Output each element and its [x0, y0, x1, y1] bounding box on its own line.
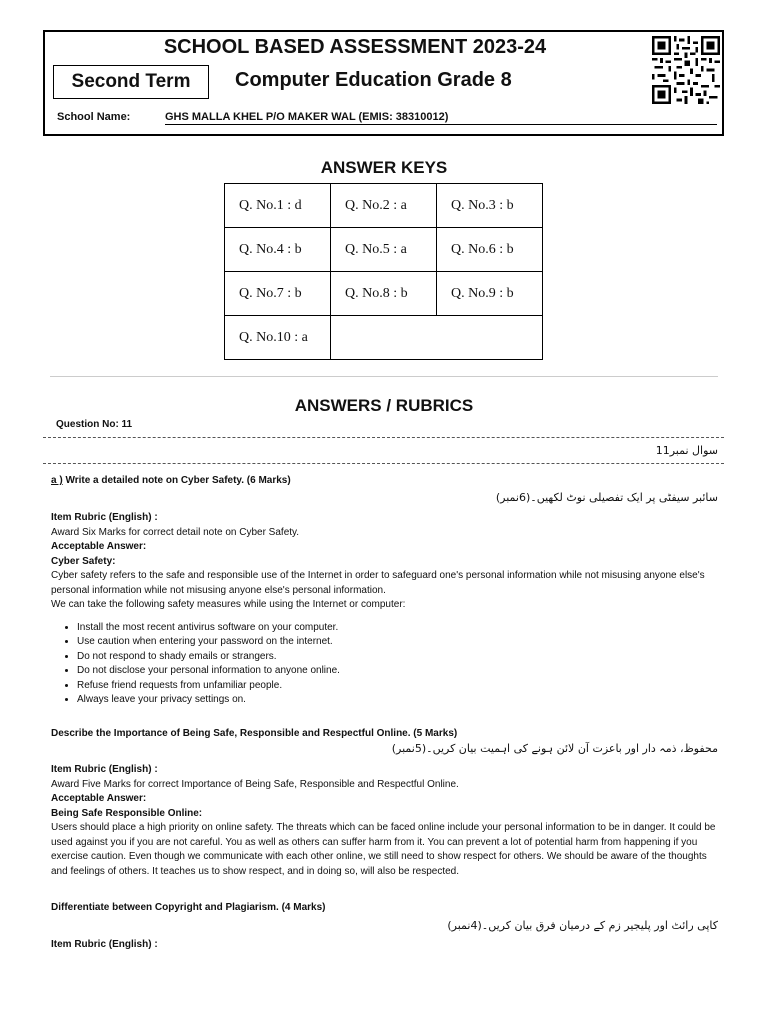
answer-cell: Q. No.8 : b	[331, 272, 437, 316]
answer-cell: Q. No.5 : a	[331, 228, 437, 272]
list-item: • Use caution when entering your password on the internet.	[77, 635, 719, 650]
topic-label: Being Safe Responsible Online:	[51, 807, 203, 819]
part-a-answer	[51, 511, 719, 708]
rubric-label: Item Rubric (English) :	[51, 512, 158, 523]
rubrics-title: ANSWERS / RUBRICS	[294, 396, 474, 415]
question-number: Question No: 11	[56, 419, 133, 430]
acceptable-label: Acceptable Answer:	[51, 541, 147, 552]
part-b-question: Describe the Importance of Being Safe, Responsible and Respectful Online. (5 Marks)	[51, 728, 458, 739]
table-row	[225, 272, 543, 316]
urdu-question-number: سوال نمبر11	[655, 444, 718, 457]
part-a-question	[51, 475, 291, 486]
section-divider	[50, 376, 718, 377]
answer-keys-title: ANSWER KEYS	[320, 158, 448, 177]
list-item: • Refuse friend requests from unfamiliar people.	[77, 679, 719, 694]
answer-cell: Q. No.10 : a	[225, 316, 331, 360]
empty-cell	[331, 316, 543, 360]
answer-paragraph: Users should place a high priority on online safety. The threats which can be faced online include your personal information to be in danger. It could be used against you if you are not careful. You as well as others can suffer harm from it. You can prevent a lot of potential harm from happening if you exercise caution. Even though we communicate with each other online, we still need to show respect for others. We should be aware of the thoughts and feelings of others. It teaches us to show respect, and in doing so, will also be respected.	[51, 822, 716, 877]
answer-keys-table	[224, 183, 543, 360]
acceptable-label: Acceptable Answer:	[51, 793, 147, 804]
part-b-answer	[51, 763, 719, 879]
rubric-text: Award Six Marks for correct detail note on Cyber Safety.	[51, 526, 300, 538]
answer-cell: Q. No.1 : d	[225, 184, 331, 228]
list-item: • Do not disclose your personal information to anyone online.	[77, 664, 719, 679]
table-row	[225, 184, 543, 228]
part-a-urdu: سائبر سیفٹی پر ایک تفصیلی نوٹ لکھیں۔(6نمبر)	[495, 491, 718, 504]
answer-cell: Q. No.3 : b	[437, 184, 543, 228]
rubric-label: Item Rubric (English) :	[51, 764, 158, 775]
list-item: • Do not respond to shady emails or strangers.	[77, 650, 719, 665]
rubric-label: Item Rubric (English) :	[51, 939, 158, 950]
part-a-text: Write a detailed note on Cyber Safety. (6 Marks)	[62, 475, 291, 486]
answer-paragraph: We can take the following safety measures while using the Internet or computer:	[51, 599, 406, 610]
safety-measures-list	[51, 621, 719, 708]
answer-cell: Q. No.4 : b	[225, 228, 331, 272]
part-c-urdu: کاپی رائٹ اور پلیجیر زم کے درمیان فرق بیان کریں۔(4نمبر)	[447, 919, 718, 932]
dashed-divider	[43, 463, 724, 464]
assessment-title: SCHOOL BASED ASSESSMENT 2023-24	[163, 36, 547, 58]
answer-cell: Q. No.6 : b	[437, 228, 543, 272]
dashed-divider	[43, 437, 724, 438]
part-b-urdu: محفوظ، ذمہ دار اور باعزت آن لائن ہونے کی اہمیت بیان کریں۔(5نمبر)	[391, 742, 718, 755]
answer-cell: Q. No.2 : a	[331, 184, 437, 228]
table-row	[225, 228, 543, 272]
answer-cell: Q. No.9 : b	[437, 272, 543, 316]
school-name-label: School Name:	[57, 111, 131, 123]
table-row	[225, 316, 543, 360]
list-item: • Always leave your privacy settings on.	[77, 693, 719, 708]
qr-code-icon	[652, 36, 720, 104]
subject-title: Computer Education Grade 8	[235, 69, 512, 91]
rubric-text: Award Five Marks for correct Importance of Being Safe, Responsible and Respectful Online.	[51, 778, 459, 790]
part-c-question: Differentiate between Copyright and Plagiarism. (4 Marks)	[51, 902, 326, 913]
answer-cell: Q. No.7 : b	[225, 272, 331, 316]
topic-label: Cyber Safety:	[51, 555, 116, 567]
term-badge: Second Term	[53, 65, 209, 99]
header-box	[43, 30, 724, 136]
list-item: • Install the most recent antivirus software on your computer.	[77, 621, 719, 636]
answer-paragraph: Cyber safety refers to the safe and responsible use of the Internet in order to safeguard one's personal information while not misusing anyone else's personal information while not misusing anyone else's personal information.	[51, 570, 705, 596]
school-name-value: GHS MALLA KHEL P/O MAKER WAL (EMIS: 38310012)	[165, 111, 717, 125]
part-a-label: a )	[51, 475, 63, 486]
